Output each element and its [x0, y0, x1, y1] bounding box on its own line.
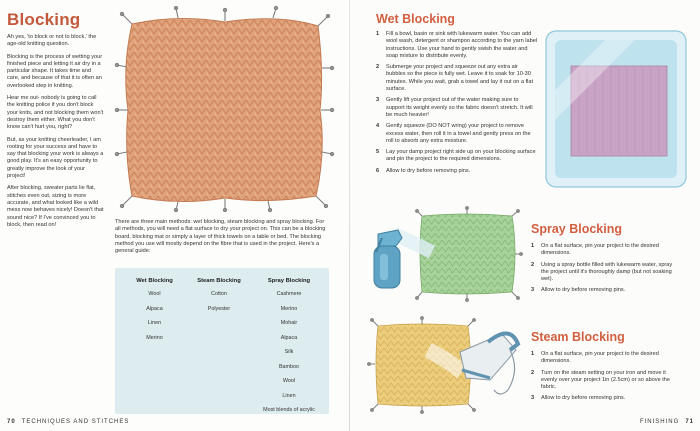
steam-blocking-steps: [531, 351, 681, 407]
intro-column: [7, 34, 104, 234]
steam-blocking-illustration: [370, 320, 522, 412]
intro-paragraph: There are three main methods: wet blocking, steam blocking and spray blocking. For all methods, you will need a flat surface to dry your project on. This can be a blocking board, blocking mat or simply a layer of thick towels on a table or bed. The blocking method you use will mostly depend on the fibre that is used in the project. Here's a general guide:: [115, 219, 326, 255]
table-cell: Wool: [282, 378, 296, 384]
paragraph: Ah yes, 'to block or not to block,' the age-old knitting question.: [7, 34, 97, 48]
table-cell: Silk: [284, 349, 294, 355]
table-cell: Linen: [147, 320, 162, 326]
list-item: 1 On a flat surface, pin your project to the desired dimensions.: [531, 243, 659, 257]
blocking-guide-table: [115, 268, 329, 414]
table-cell: Linen: [282, 392, 296, 399]
table-cell: Alpaca: [280, 334, 298, 341]
water-basin-illustration: [545, 30, 687, 188]
spray-blocking-steps: [531, 243, 681, 299]
table-column-steam: [189, 278, 249, 320]
table-column-wet: [127, 278, 182, 349]
methods-intro: [115, 219, 330, 260]
table-cell: Wool: [148, 291, 161, 297]
right-page: [350, 0, 700, 431]
list-item: 2 Submerge your project and squeeze out any extra air bubbles so the piece is fully wet. Leave it to soak for 10-30 minutes. While you wait, grab a towel and lay it out on a flat surface.: [376, 64, 534, 93]
table-cell: Merino: [280, 305, 298, 312]
page-number: 70: [7, 419, 16, 425]
list-item: 5 Lay your damp project right side up on your blocking surface and pin the project to the required dimensions.: [376, 149, 536, 163]
footer-right: [640, 419, 694, 425]
list-item: 4 Gently squeeze (DO NOT wring) your project to remove excess water, then roll it in a towel and gently press on the roll to absorb any extra moisture.: [376, 123, 531, 144]
table-cell: Polyester: [207, 305, 231, 312]
table-column-spray: [251, 278, 327, 422]
spray-blocking-title: Spray Blocking: [531, 222, 622, 236]
steam-blocking-title: Steam Blocking: [531, 330, 625, 344]
table-cell: Cotton: [211, 291, 227, 297]
table-cell: Most blends of acrylic: [263, 407, 315, 413]
footer-section: FINISHING: [639, 419, 680, 425]
paragraph: After blocking, sweater parts lie flat, stitches even out, sizing is more accurate, and what looked like a wild mess now behaves nicely! Doesn't that sound nice? If I've convinced you to block, then read on!: [7, 185, 104, 228]
table-header: Spray Blocking: [267, 278, 311, 284]
list-item: 2 Using a spray bottle filled with lukewarm water, spray the project until it's thoroughly damp (but not soaking wet).: [531, 261, 673, 283]
table-cell: Cashmere: [276, 291, 302, 297]
orange-swatch-illustration: [118, 12, 332, 208]
table-cell: Bamboo: [278, 363, 300, 370]
footer-left: [7, 419, 129, 425]
paragraph: Blocking is the process of wetting your finished piece and letting it air dry in a particular shape. It takes time and care, and because of that it is often an overlooked step in knitting.: [7, 53, 103, 89]
list-item: 3 Allow to dry before removing pins.: [531, 287, 626, 294]
list-item: 1 Fill a bowl, basin or sink with lukewarm water. You can add wool wash, detergent or shampoo according to the yarn label instructions. Use your hand to gently swish the water and soap mixture to distribute evenly.: [376, 31, 538, 59]
spray-blocking-illustration: [372, 212, 522, 312]
paragraph: Hear me out- nobody is going to call the knitting police if you don't block your knits, and not blocking them won't destroy them either. What you don't know can't hurt you, right?: [7, 95, 104, 131]
table-header: Steam Blocking: [197, 278, 241, 284]
wet-blocking-title: Wet Blocking: [376, 12, 455, 26]
paragraph: But, as your knitting cheerleader, I am rooting for your success and have to say that blocking your work is always a good play. It's an easy opportunity to greatly improve the look of your project!: [7, 136, 104, 180]
list-item: 1 On a flat surface, pin your project to the desired dimensions.: [531, 351, 659, 365]
list-item: 3 Allow to dry before removing pins.: [531, 395, 626, 402]
list-item: 3 Gently lift your project out of the water making sure to support its weight evenly so the fabric doesn't stretch. It will be much heavier!: [376, 97, 533, 118]
page-number: 71: [685, 419, 694, 425]
list-item: 6 Allow to dry before removing pins.: [376, 167, 471, 174]
footer-section: TECHNIQUES AND STITCHES: [21, 419, 130, 425]
wet-blocking-steps: [376, 31, 538, 179]
table-cell: Alpaca: [146, 305, 163, 312]
list-item: 2 Turn on the steam setting on your iron and move it evenly over your project 1in (2.5cm) or so above the fabric.: [531, 369, 671, 391]
table-header: Wet Blocking: [136, 278, 173, 284]
table-cell: Mohair: [280, 320, 298, 326]
page-title-blocking: Blocking: [7, 10, 81, 29]
table-cell: Merino: [146, 334, 163, 341]
